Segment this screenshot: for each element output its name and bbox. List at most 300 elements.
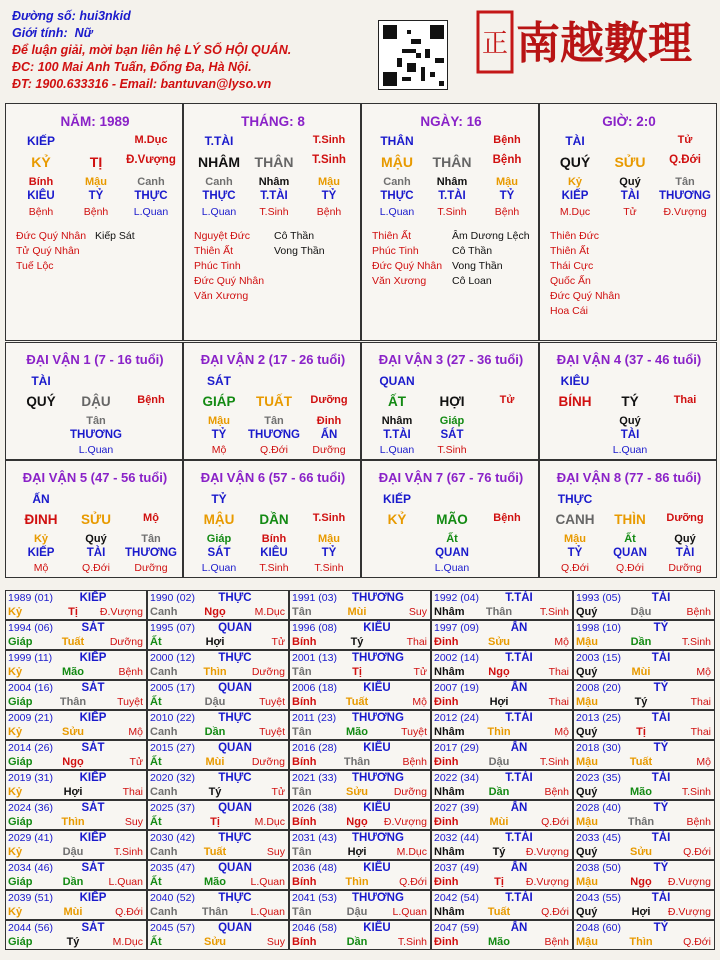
dai-van-hidden: Quý	[85, 533, 107, 545]
year-cell[interactable]	[5, 710, 147, 740]
growth-stage: Bệnh	[494, 206, 520, 218]
year-label: 2021 (33)	[292, 772, 337, 784]
year-label: 2045 (57)	[150, 922, 195, 934]
year-cell[interactable]	[289, 740, 431, 770]
dai-van-can-chi: MÃO	[436, 512, 468, 527]
year-cell[interactable]	[431, 590, 573, 620]
year-label: 1990 (02)	[150, 592, 195, 604]
year-stage: Tuyệt	[259, 696, 285, 708]
year-cell[interactable]	[431, 890, 573, 920]
phone-email-line[interactable]: ĐT: 1900.633316 - Email: bantuvan@lyso.vn	[12, 77, 272, 91]
dai-van-stage: L.Quan	[434, 562, 470, 574]
pillar-top-star: TÀI	[565, 134, 585, 148]
year-star: THỰC	[218, 652, 252, 664]
year-stage: L.Quan	[250, 906, 285, 918]
dai-van-box-6	[183, 460, 361, 578]
year-cell[interactable]	[573, 590, 715, 620]
year-cell[interactable]	[147, 770, 289, 800]
year-star: KIÊU	[363, 682, 391, 694]
dai-van-box-2	[183, 342, 361, 460]
year-stage: T.Sinh	[681, 786, 711, 798]
year-label: 2010 (22)	[150, 712, 195, 724]
year-cell[interactable]	[289, 620, 431, 650]
year-star: ẤN	[510, 802, 528, 814]
dai-van-can-chi: CANH	[555, 512, 595, 527]
year-stage: Tử	[271, 636, 285, 648]
qr-module	[397, 58, 402, 67]
year-can: Tân	[292, 726, 312, 738]
year-cell[interactable]	[289, 710, 431, 740]
year-chi: Thìn	[345, 876, 369, 888]
year-chi: Dậu	[630, 606, 652, 618]
dai-van-can-chi: Thai	[673, 394, 697, 406]
qr-code-icon	[378, 20, 448, 90]
year-stage: Tử	[271, 786, 285, 798]
year-cell[interactable]	[147, 860, 289, 890]
year-stage: Đ.Vượng	[383, 816, 427, 828]
dai-van-title: ĐẠI VẬN 3 (27 - 36 tuổi)	[378, 352, 524, 367]
year-stage: Thai	[548, 666, 569, 678]
year-cell[interactable]	[289, 590, 431, 620]
year-label: 2016 (28)	[292, 742, 337, 754]
star-left: Thiên Ất	[372, 230, 412, 242]
year-can: Ất	[150, 876, 162, 888]
year-stage: Bệnh	[402, 756, 427, 768]
year-cell[interactable]	[573, 740, 715, 770]
qr-module	[402, 49, 416, 54]
dai-van-can-chi: BÍNH	[558, 394, 592, 409]
year-star: THỰC	[218, 772, 252, 784]
qr-module	[383, 72, 397, 86]
year-chi: Tuất	[203, 846, 227, 858]
hidden-stem: Mậu	[318, 176, 340, 188]
year-cell[interactable]	[5, 680, 147, 710]
year-label: 2029 (41)	[8, 832, 53, 844]
year-chi: Mão	[488, 936, 510, 948]
year-label: 2017 (29)	[434, 742, 479, 754]
year-cell[interactable]	[431, 680, 573, 710]
year-label: 1995 (07)	[150, 622, 195, 634]
year-star: KIẾP	[79, 592, 107, 604]
year-cell[interactable]	[573, 710, 715, 740]
year-chi: Ngọ	[204, 606, 226, 618]
year-star: TÀI	[651, 592, 671, 604]
year-label: 2014 (26)	[8, 742, 53, 754]
year-can: Giáp	[8, 636, 33, 648]
year-chi: Tý	[634, 696, 648, 708]
year-label: 2046 (58)	[292, 922, 337, 934]
year-star: SÁT	[81, 682, 105, 694]
year-label: 2003 (15)	[576, 652, 621, 664]
dai-van-can-chi: Tử	[499, 394, 515, 406]
year-label: 2047 (59)	[434, 922, 479, 934]
hidden-stem: Canh	[137, 176, 165, 188]
dai-van-title: ĐẠI VẬN 7 (67 - 76 tuổi)	[378, 470, 524, 485]
year-star: ẤN	[510, 622, 528, 634]
star-right: Cô Thần	[452, 245, 493, 257]
year-stage: T.Sinh	[397, 936, 427, 948]
year-can: Ất	[150, 936, 162, 948]
year-stage: Q.Đới	[541, 906, 569, 918]
pillar-state: Bệnh	[492, 154, 522, 166]
dai-van-ten-god: THƯƠNG	[248, 429, 300, 441]
dai-van-stage: Dưỡng	[668, 562, 702, 574]
year-label: 2032 (44)	[434, 832, 479, 844]
star-left: Thái Cực	[550, 260, 594, 272]
year-cell[interactable]	[289, 890, 431, 920]
year-stage: Bệnh	[544, 936, 569, 948]
ten-god: TỶ	[499, 190, 515, 202]
star-left: Đức Quý Nhân	[16, 230, 87, 242]
year-chi: Sửu	[61, 726, 85, 738]
year-chi: Mùi	[63, 906, 83, 918]
dai-van-box-5	[5, 460, 183, 578]
star-right: Vong Thần	[452, 260, 503, 272]
pillar-state: Đ.Vượng	[126, 154, 176, 166]
year-star: TỶ	[653, 742, 669, 754]
dai-van-box-1	[5, 342, 183, 460]
year-cell[interactable]	[573, 800, 715, 830]
star-left: Văn Xương	[372, 275, 427, 287]
year-cell[interactable]	[5, 650, 147, 680]
year-cell[interactable]	[573, 860, 715, 890]
year-can: Đinh	[434, 756, 459, 768]
dai-van-stage: Q.Đới	[616, 562, 644, 574]
year-chi: Mùi	[347, 606, 367, 618]
qr-module	[407, 63, 416, 72]
year-cell[interactable]	[5, 740, 147, 770]
year-star: ẤN	[510, 862, 528, 874]
year-cell[interactable]	[289, 680, 431, 710]
qr-module	[425, 49, 430, 58]
year-cell[interactable]	[289, 800, 431, 830]
year-cell[interactable]	[431, 860, 573, 890]
year-cell[interactable]	[147, 680, 289, 710]
year-can: Canh	[150, 846, 178, 858]
year-label: 2004 (16)	[8, 682, 53, 694]
dai-van-title: ĐẠI VẬN 5 (47 - 56 tuổi)	[22, 470, 168, 485]
year-stage: Suy	[266, 936, 285, 948]
pillar-can-chi: QUÝ	[559, 154, 591, 170]
year-cell[interactable]	[147, 710, 289, 740]
qr-module	[439, 81, 444, 86]
year-stage: Mộ	[412, 696, 427, 708]
star-left: Đức Quý Nhân	[550, 290, 621, 302]
pillar-title: NGÀY: 16	[420, 114, 482, 129]
star-left: Nguyệt Đức	[194, 230, 251, 242]
dai-van-ten-god: TỶ	[321, 547, 337, 559]
dai-van-ten-god: THƯƠNG	[70, 429, 122, 441]
path-value: hui3nkid	[79, 9, 131, 23]
year-stage: Tuyệt	[401, 726, 427, 738]
dai-van-ten-god: KIẾP	[27, 547, 55, 559]
pillar-can-chi: THÂN	[254, 154, 294, 170]
dai-van-stage: Mộ	[33, 562, 49, 574]
qr-module	[407, 30, 412, 35]
year-can: Ất	[150, 756, 162, 768]
year-chi: Thân	[485, 606, 513, 618]
pillar-can-chi: THÂN	[432, 154, 472, 170]
year-can: Kỷ	[8, 726, 23, 738]
year-cell[interactable]	[573, 920, 715, 950]
year-label: 2000 (12)	[150, 652, 195, 664]
logo	[472, 8, 712, 78]
year-cell[interactable]	[573, 650, 715, 680]
year-star: SÁT	[81, 742, 105, 754]
star-left: Thiên Ất	[550, 245, 590, 257]
year-cell[interactable]	[5, 890, 147, 920]
pillar-title: GIỜ: 2:0	[602, 114, 656, 129]
year-stage: Đ.Vượng	[525, 876, 569, 888]
year-cell[interactable]	[147, 890, 289, 920]
pillar-title: THÁNG: 8	[241, 114, 305, 129]
year-stage: Thai	[122, 786, 143, 798]
year-cell[interactable]	[289, 920, 431, 950]
year-cell[interactable]	[147, 620, 289, 650]
year-chi: Mão	[346, 726, 368, 738]
year-star: TÀI	[651, 652, 671, 664]
year-label: 2031 (43)	[292, 832, 337, 844]
star-left: Tử Quý Nhân	[16, 245, 80, 257]
year-chi: Hợi	[631, 906, 651, 918]
year-chi: Mùi	[489, 816, 509, 828]
qr-module	[430, 25, 444, 39]
pillar-top-state: Tử	[677, 134, 693, 146]
year-can: Canh	[150, 666, 178, 678]
year-star: TỶ	[653, 682, 669, 694]
year-chi: Dần	[62, 876, 84, 888]
year-can: Ất	[150, 816, 162, 828]
dai-van-ten-god: ẤN	[320, 429, 338, 441]
year-star: KIÊU	[363, 802, 391, 814]
hidden-stem: Canh	[383, 176, 411, 188]
ten-god: TỶ	[321, 190, 337, 202]
pillar-title: NĂM: 1989	[60, 114, 130, 129]
year-cell[interactable]	[289, 650, 431, 680]
year-chi: Thân	[627, 816, 655, 828]
year-label: 2019 (31)	[8, 772, 53, 784]
year-cell[interactable]	[431, 620, 573, 650]
year-cell[interactable]	[289, 860, 431, 890]
year-can: Tân	[292, 606, 312, 618]
year-chi: Tuất	[629, 756, 653, 768]
growth-stage: Bệnh	[28, 206, 54, 218]
year-stage: Tuyệt	[259, 726, 285, 738]
year-can: Mậu	[576, 636, 598, 648]
year-star: TÀI	[651, 892, 671, 904]
year-label: 1989 (01)	[8, 592, 53, 604]
year-cell[interactable]	[431, 770, 573, 800]
year-chi: Tị	[68, 606, 78, 618]
year-star: QUAN	[218, 682, 252, 694]
year-label: 1996 (08)	[292, 622, 337, 634]
year-cell[interactable]	[573, 830, 715, 860]
year-cell[interactable]	[147, 740, 289, 770]
year-can: Nhâm	[434, 846, 465, 858]
year-label: 1993 (05)	[576, 592, 621, 604]
year-can: Nhâm	[434, 906, 465, 918]
dai-van-star: SÁT	[207, 374, 231, 388]
dai-van-star: KIẾP	[382, 492, 411, 506]
year-chi: Ngọ	[630, 876, 652, 888]
qr-module	[402, 77, 411, 82]
year-can: Quý	[576, 906, 598, 918]
star-right: Âm Dương Lệch	[452, 230, 530, 242]
year-can: Quý	[576, 846, 598, 858]
year-star: ẤN	[510, 682, 528, 694]
pillar-box-1	[183, 103, 361, 341]
qr-module	[411, 39, 420, 44]
year-can: Giáp	[8, 816, 33, 828]
year-chi: Mão	[204, 876, 226, 888]
dai-van-title: ĐẠI VẬN 8 (77 - 86 tuổi)	[556, 470, 702, 485]
year-cell[interactable]	[5, 770, 147, 800]
year-label: 2002 (14)	[434, 652, 479, 664]
dai-van-star: THỰC	[557, 492, 593, 506]
year-can: Đinh	[434, 696, 459, 708]
ten-god: KIẾP	[561, 190, 589, 202]
year-star: ẤN	[510, 922, 528, 934]
year-stage: Mộ	[554, 636, 569, 648]
dai-van-can-chi: Bệnh	[137, 394, 165, 406]
year-chi: Thân	[201, 906, 229, 918]
year-cell[interactable]	[147, 920, 289, 950]
year-star: THỰC	[218, 712, 252, 724]
growth-stage: T.Sinh	[437, 206, 467, 218]
year-cell[interactable]	[431, 800, 573, 830]
year-cell[interactable]	[573, 620, 715, 650]
gender-value: Nữ	[74, 26, 93, 40]
year-cell[interactable]	[5, 590, 147, 620]
pillar-top-star: T.TÀI	[204, 134, 234, 148]
year-stage: Tử	[129, 756, 143, 768]
year-chi: Sửu	[487, 636, 511, 648]
year-cell[interactable]	[573, 890, 715, 920]
dai-van-star: QUAN	[379, 374, 415, 388]
dai-van-ten-god: KIÊU	[260, 547, 288, 559]
year-stage: T.Sinh	[539, 756, 569, 768]
year-cell[interactable]	[147, 800, 289, 830]
year-can: Đinh	[434, 816, 459, 828]
year-cell[interactable]	[5, 620, 147, 650]
year-chi: Thìn	[203, 666, 227, 678]
year-can: Mậu	[576, 936, 598, 948]
dai-van-hidden: Kỷ	[33, 533, 49, 545]
year-stage: Bệnh	[118, 666, 143, 678]
dai-van-can-chi: QUÝ	[26, 394, 56, 409]
year-cell[interactable]	[431, 650, 573, 680]
hidden-stem: Nhâm	[258, 176, 290, 188]
year-cell[interactable]	[5, 830, 147, 860]
year-star: THƯƠNG	[352, 652, 404, 664]
year-can: Đinh	[434, 876, 459, 888]
year-cell[interactable]	[289, 770, 431, 800]
year-label: 1999 (11)	[8, 652, 53, 664]
dai-van-can-chi: TÝ	[621, 394, 639, 409]
year-cell[interactable]	[431, 830, 573, 860]
year-label: 2040 (52)	[150, 892, 195, 904]
ten-god: T.TÀI	[260, 190, 288, 202]
dai-van-hidden: Mậu	[564, 533, 586, 545]
year-star: SÁT	[81, 922, 105, 934]
year-can: Giáp	[8, 696, 33, 708]
dai-van-title: ĐẠI VẬN 1 (7 - 16 tuổi)	[26, 352, 164, 367]
year-can: Canh	[150, 786, 178, 798]
dai-van-stage: T.Sinh	[314, 562, 344, 574]
year-cell[interactable]	[147, 650, 289, 680]
year-stage: Đ.Vượng	[525, 846, 569, 858]
dai-van-hidden: Giáp	[206, 533, 232, 545]
pillar-top-star: KIẾP	[26, 134, 55, 148]
dai-van-star: TỶ	[211, 492, 227, 506]
year-stage: Tử	[413, 666, 427, 678]
star-left: Đức Quý Nhân	[194, 275, 265, 287]
year-cell[interactable]	[147, 830, 289, 860]
pillar-box-3	[539, 103, 717, 341]
year-cell[interactable]	[431, 710, 573, 740]
dai-van-hidden: Tân	[141, 533, 161, 545]
year-label: 2025 (37)	[150, 802, 195, 814]
dai-van-can-chi: T.Sinh	[312, 512, 346, 524]
growth-stage: M.Dục	[559, 206, 591, 218]
year-stage: Suy	[124, 816, 143, 828]
year-star: T.TÀI	[505, 772, 533, 784]
year-cell[interactable]	[573, 770, 715, 800]
dai-van-box-4	[539, 342, 717, 460]
year-star: T.TÀI	[505, 892, 533, 904]
year-cell[interactable]	[431, 920, 573, 950]
year-stage: M.Dục	[396, 846, 427, 858]
dai-van-can-chi: MẬU	[203, 512, 235, 527]
star-right: Vong Thần	[274, 245, 325, 257]
year-stage: M.Dục	[254, 606, 285, 618]
pillar-box-0	[5, 103, 183, 341]
year-can: Giáp	[8, 876, 33, 888]
year-stage: Đ.Vượng	[99, 606, 143, 618]
year-cell[interactable]	[5, 800, 147, 830]
contact-line: Để luận giải, mời bạn liên hệ LÝ SỐ HỘI QUÁN.	[12, 43, 292, 57]
year-star: KIẾP	[79, 712, 107, 724]
star-left: Thiên Đức	[550, 230, 600, 242]
year-label: 2048 (60)	[576, 922, 621, 934]
year-star: KIẾP	[79, 772, 107, 784]
year-can: Quý	[576, 726, 598, 738]
year-stage: T.Sinh	[539, 606, 569, 618]
year-stage: Q.Đới	[683, 846, 711, 858]
year-cell[interactable]	[5, 860, 147, 890]
year-cell[interactable]	[147, 590, 289, 620]
year-star: THỰC	[218, 892, 252, 904]
year-star: T.TÀI	[505, 652, 533, 664]
year-stage: Tuyệt	[117, 696, 143, 708]
year-cell[interactable]	[5, 920, 147, 950]
year-label: 2013 (25)	[576, 712, 621, 724]
pillar-can-chi: MẬU	[381, 154, 413, 170]
year-cell[interactable]	[573, 680, 715, 710]
dai-van-stage: L.Quan	[201, 562, 237, 574]
year-label: 1991 (03)	[292, 592, 337, 604]
year-label: 2007 (19)	[434, 682, 479, 694]
year-label: 2033 (45)	[576, 832, 621, 844]
dai-van-ten-god: SÁT	[440, 429, 464, 441]
year-cell[interactable]	[431, 740, 573, 770]
dai-van-hidden: Bính	[261, 533, 287, 545]
year-cell[interactable]	[289, 830, 431, 860]
year-chi: Hợi	[347, 846, 367, 858]
year-can: Tân	[292, 666, 312, 678]
year-star: QUAN	[218, 862, 252, 874]
hidden-stem: Mậu	[496, 176, 518, 188]
